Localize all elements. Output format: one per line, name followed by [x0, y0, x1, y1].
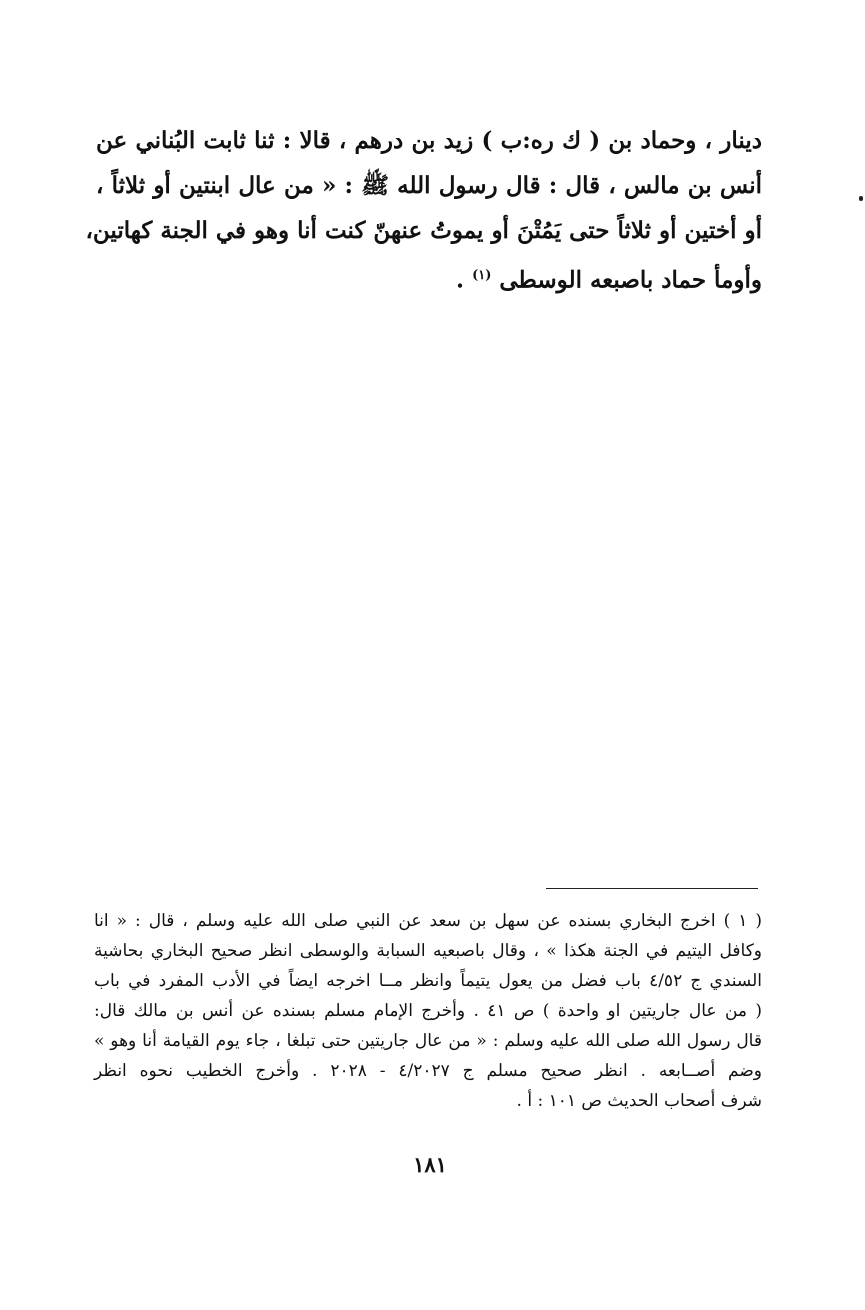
main-text-line-4-end: .: [456, 266, 465, 294]
footnote-separator-rule: [546, 888, 758, 889]
footnote-block: [94, 906, 762, 1116]
main-text-line-3: أو أختين أو ثلاثاً حتى يَمُتْنَ أو يموتُ عنهنّ كنت أنا وهو في الجنة كهاتين،: [85, 217, 762, 244]
main-text-line-4-text: وأومأ حماد باصبعه الوسطى: [499, 266, 762, 294]
main-text-line-2: أنس بن مالس ، قال : قال رسول الله ﷺ : « من عال ابنتين أو ثلاثاً ،: [96, 172, 762, 199]
footnote-line-1: ( ١ ) اخرج البخاري بسنده عن سهل بن سعد عن النبي صلى الله عليه وسلم ، قال : « انا: [94, 911, 762, 931]
footnote-line-4: ( من عال جاريتين او واحدة ) ص ٤١ . وأخرج الإمام مسلم بسنده عن أنس بن مالك قال:: [94, 1001, 762, 1021]
footnote-line-5: قال رسول الله صلى الله عليه وسلم : « من عال جاريتين حتى تبلغا ، جاء يوم القيامة أنا وهو »: [94, 1031, 762, 1051]
footnote-line-6: وضم أصــابعه . انظر صحيح مسلم ج ٤/٢٠٢٧ - ٢٠٢٨ . وأخرج الخطيب نحوه انظر: [94, 1061, 762, 1081]
main-text-line-1: دينار ، وحماد بن ( ك ره:ب ) زيد بن درهم ، قالا : ثنا ثابت البُناني عن: [96, 127, 762, 154]
footnote-line-3: السندي ج ٤/٥٢ باب فضل من يعول يتيماً وانظر مــا اخرجه ايضاً في الأدب المفرد في باب: [94, 971, 762, 991]
footnote-line-2: وكافل اليتيم في الجنة هكذا » ، وقال باصبعيه السبابة والوسطى انظر صحيح البخاري بحاشية: [94, 941, 762, 961]
footnote-reference-marker: (١): [472, 268, 492, 283]
main-text-line-4: [96, 253, 762, 298]
footnote-line-7: شرف أصحاب الحديث ص ١٠١ : أ .: [516, 1091, 762, 1111]
scan-speck: [859, 196, 863, 201]
page-number: ١٨١: [413, 1152, 447, 1177]
main-text-block: [85, 118, 762, 298]
